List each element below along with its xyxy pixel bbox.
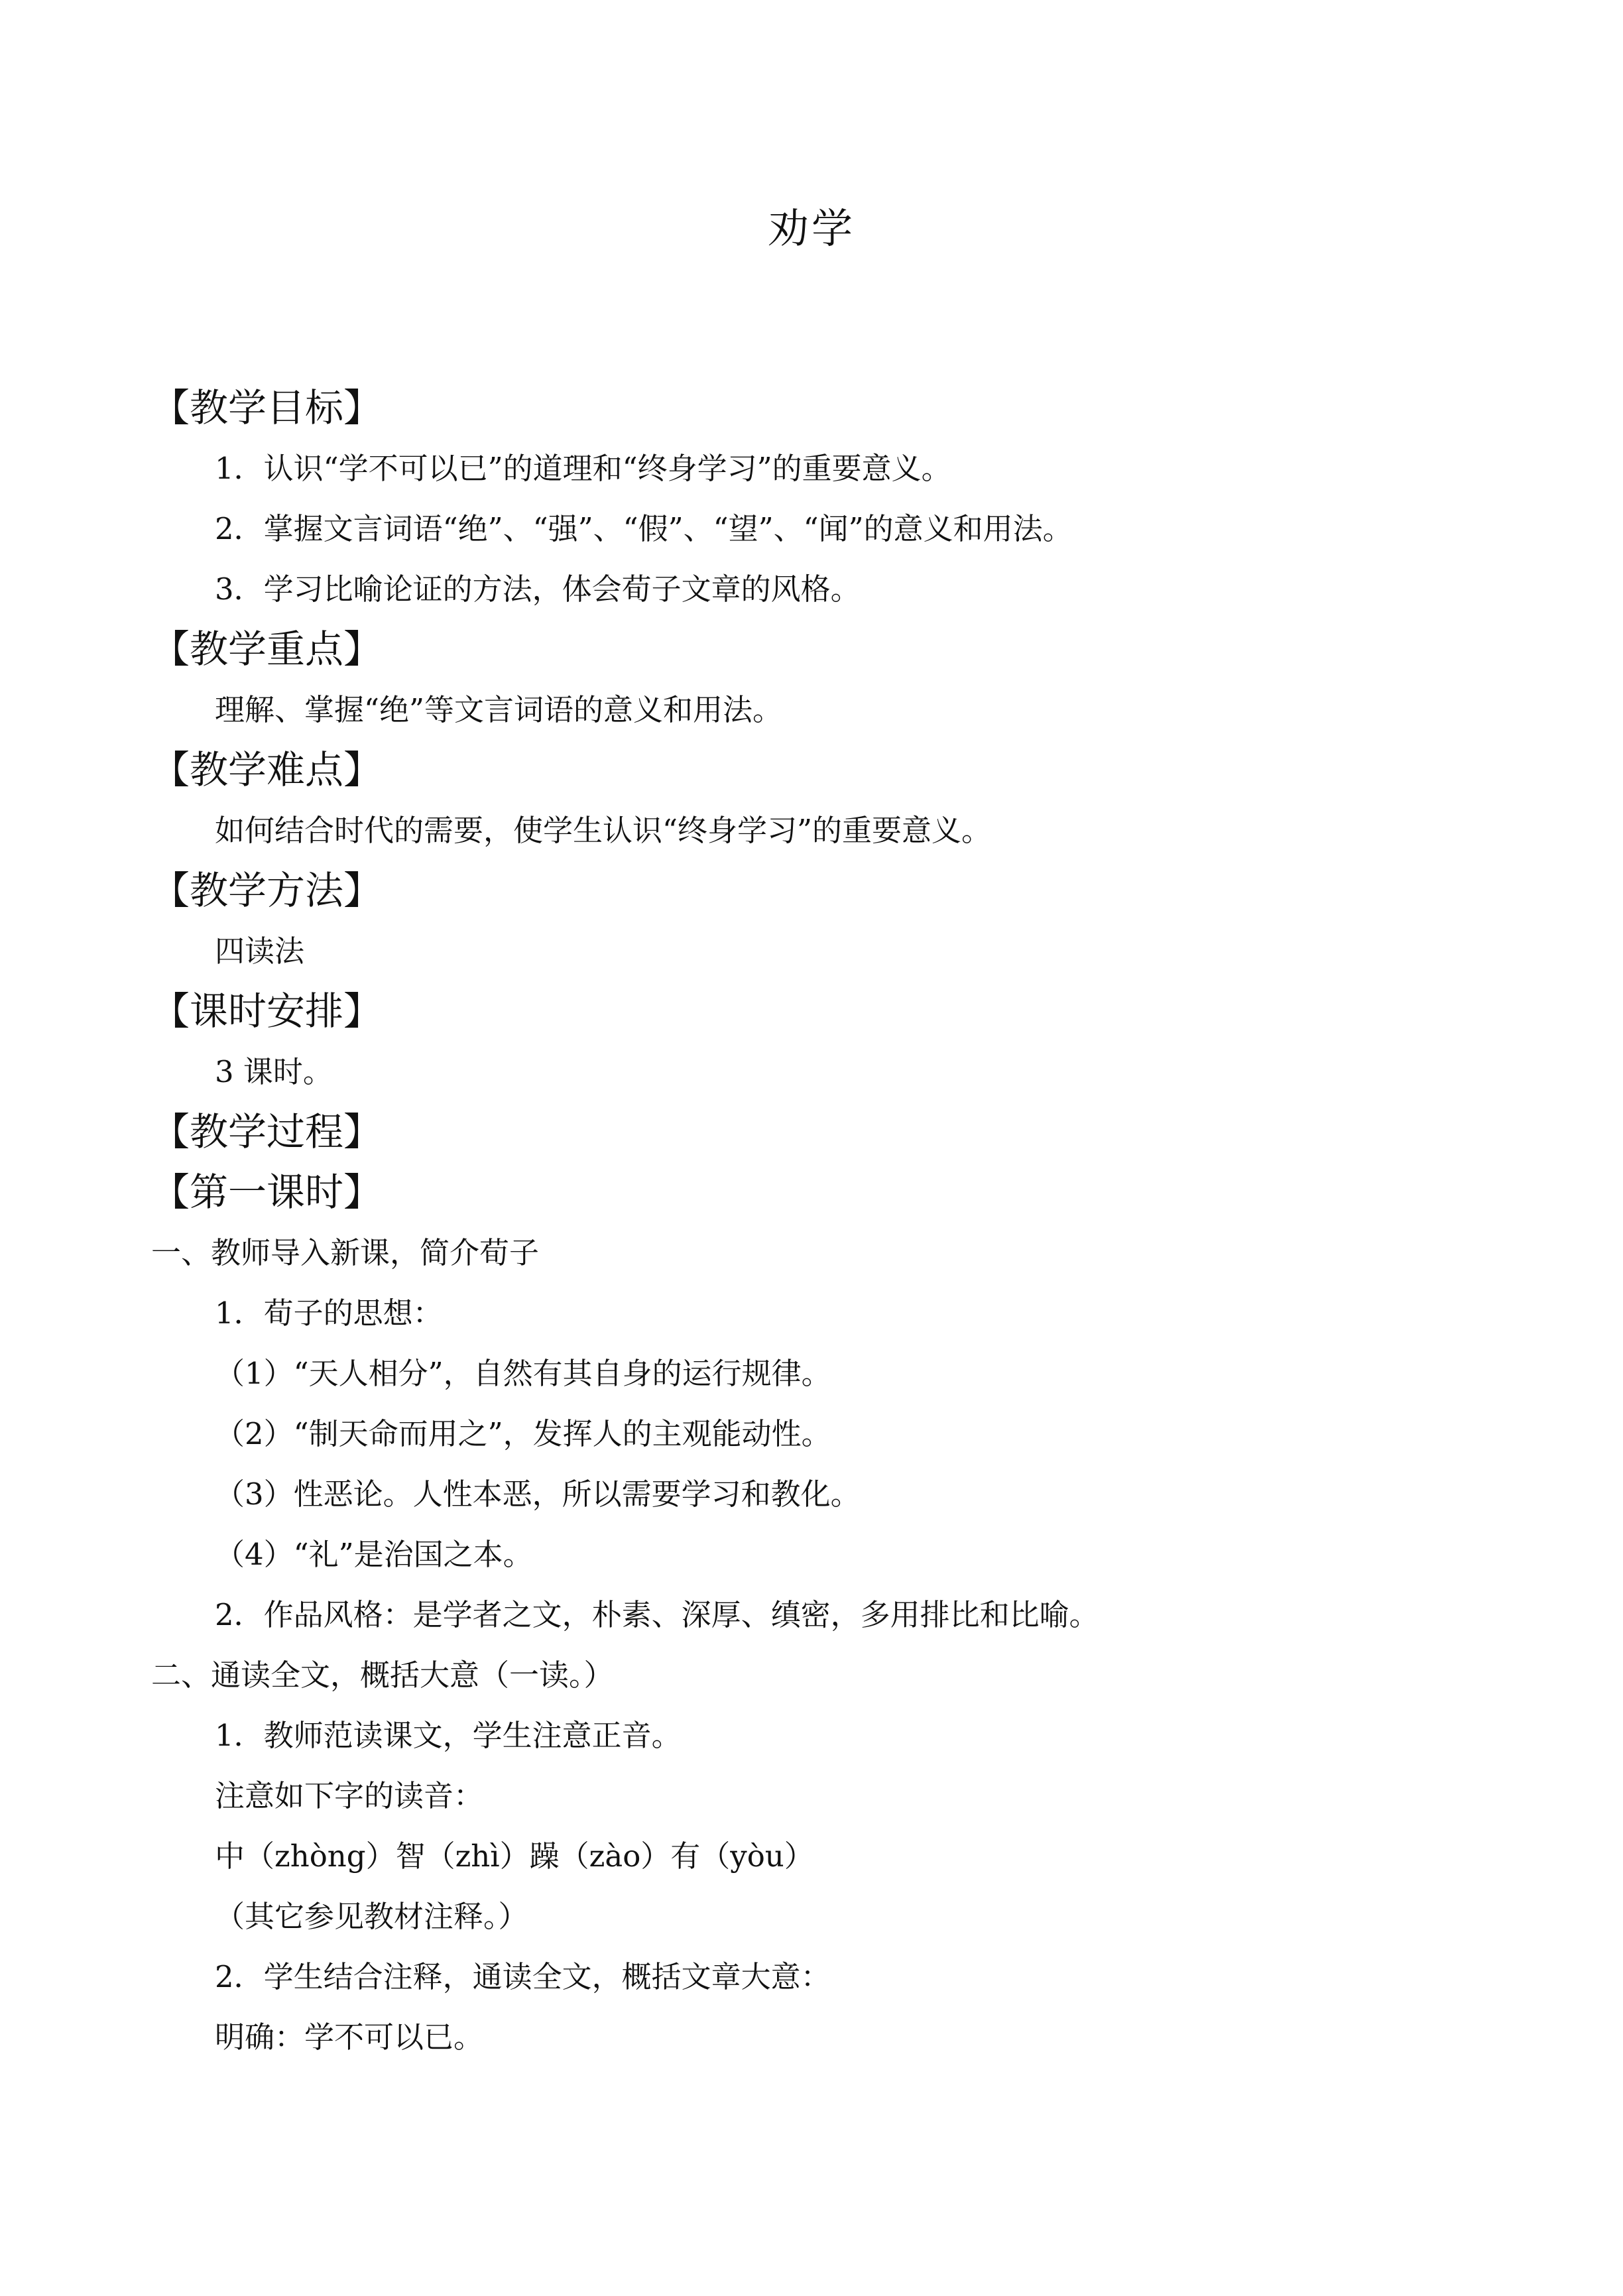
section-heading-first-lesson: 【第一课时】: [151, 1170, 383, 1215]
section-heading-key-points: 【教学重点】: [151, 627, 383, 672]
list-item: 1．教师范读课文，学生注意正音。: [215, 1718, 682, 1753]
method-text: 四读法: [215, 934, 305, 969]
key-points-text: 理解、掌握“绝”等文言词语的意义和用法。: [215, 692, 783, 727]
section-heading-objectives: 【教学目标】: [151, 385, 383, 430]
objective-item-2: 2．掌握文言词语“绝”、“强”、“假”、“望”、“闻”的意义和用法。: [215, 511, 1073, 546]
objective-item-1: 1．认识“学不可以已”的道理和“终身学习”的重要意义。: [215, 451, 951, 486]
list-item: 2．学生结合注释，通读全文，概括文章大意：: [215, 1959, 831, 1994]
document-title: 劝学: [767, 204, 855, 253]
list-item: （3）性恶论。人性本恶，所以需要学习和教化。: [215, 1477, 861, 1512]
list-item: （4）“礼”是治国之本。: [215, 1537, 533, 1572]
section-heading-process: 【教学过程】: [151, 1109, 383, 1154]
step-heading-1: 一、教师导入新课，简介荀子: [151, 1235, 540, 1270]
list-item: （1）“天人相分”，自然有其自身的运行规律。: [215, 1356, 831, 1391]
section-heading-method: 【教学方法】: [151, 868, 383, 913]
document-body: [151, 378, 1477, 2067]
list-item: 注意如下字的读音：: [215, 1778, 484, 1813]
list-item: （2）“制天命而用之”，发挥人的主观能动性。: [215, 1416, 831, 1451]
section-heading-schedule: 【课时安排】: [151, 989, 383, 1034]
list-item: 明确：学不可以已。: [215, 2020, 484, 2055]
objective-item-3: 3．学习比喻论证的方法，体会荀子文章的风格。: [215, 572, 861, 607]
schedule-text: 3 课时。: [215, 1054, 333, 1089]
pronunciation-line: 中（zhòng）智（zhì）躁（zào）有（yòu）: [215, 1839, 814, 1874]
list-item: （其它参见教材注释。）: [215, 1899, 528, 1934]
section-heading-difficulties: 【教学难点】: [151, 747, 383, 792]
difficulties-text: 如何结合时代的需要，使学生认识“终身学习”的重要意义。: [215, 813, 992, 848]
list-item: 2．作品风格：是学者之文，朴素、深厚、缜密，多用排比和比喻。: [215, 1597, 1099, 1632]
list-item: 1．荀子的思想：: [215, 1296, 443, 1331]
step-heading-2: 二、通读全文，概括大意（一读。）: [151, 1658, 614, 1693]
